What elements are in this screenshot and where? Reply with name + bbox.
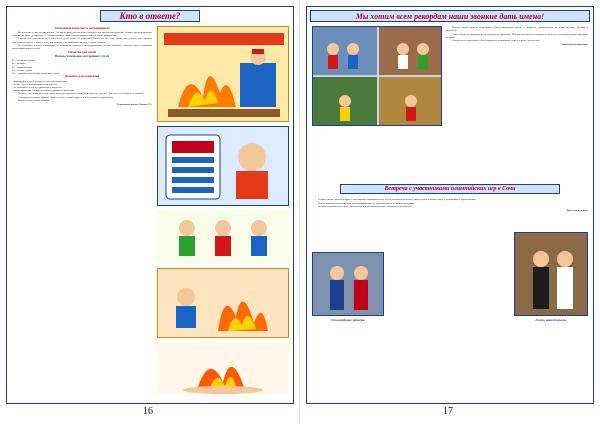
right-page xyxy=(300,0,600,424)
hands-fire-illustration xyxy=(157,342,289,394)
article1-signature: Заместитель директора xyxy=(561,42,588,46)
article1-text xyxy=(446,26,588,126)
olympians-photo xyxy=(312,252,384,316)
guests-caption: Гости нашей школы xyxy=(535,318,567,322)
phone-item: 112 – единый номер вызова экстренных служб xyxy=(12,71,60,75)
olympians-caption: Олимпийские призёры xyxy=(331,318,365,322)
article2-signature: Пресс-центр школы xyxy=(566,208,588,212)
fire-danger-illustration xyxy=(158,269,289,338)
phone-item: 02 – полиция xyxy=(12,62,26,66)
parents-item: – будьте примером соблюдения правил дорожного движения. xyxy=(12,88,75,92)
sports-collage-image xyxy=(313,27,442,126)
article1-paragraph: Самые активные участники были награждены грамотами. Победители показали отличные результаты и установили новые школьные рекорды. xyxy=(446,32,588,39)
emergency-phones-poster xyxy=(157,126,289,206)
left-column-text xyxy=(12,26,152,396)
phone-item: 03 – скорая помощь xyxy=(12,65,33,69)
body-paragraph: Впереди три летних месяца отдыха. Это время, когда дети меньше находятся под присмотром взрослых, больше времени проводят на улице, во дворе, у водоёмов. С началом каникул значительно возрастает риск детского травматизма. xyxy=(12,30,152,37)
page-number-left: 16 xyxy=(143,406,153,417)
parents-title: Памятка для родителей xyxy=(64,74,100,79)
left-signature: Социальный педагог Лукина С.А. xyxy=(117,102,152,106)
kids-illustration xyxy=(157,210,289,264)
parents-item: – не оставляйте детей без присмотра у водоёмов; xyxy=(12,85,63,89)
article1-paragraph: Неделю спорта провела наша школа. Ребята принимали участие в эстафетах, соревнованиях по лёгкой атлетике, футболу и волейболу. xyxy=(446,26,588,33)
phone-item: 04 – газовая служба xyxy=(12,68,33,72)
body-paragraph: Не оставляйте детей без присмотра, не разрешайте купаться в необорудованных местах, объясните опасность игр со спичками, электроприборами и огнём. xyxy=(12,44,152,51)
phones-title: Памятка для детей xyxy=(68,49,96,54)
guests-photo xyxy=(514,232,588,316)
left-page-title: Кто в ответе? xyxy=(100,10,200,22)
parents-item: – знайте, где и с кем находится ваш ребёнок; xyxy=(12,82,58,86)
article1-paragraph: Спасибо всем участникам и болельщикам за спортивный азарт и хорошее настроение! xyxy=(452,39,541,43)
fire-safety-illustration xyxy=(158,27,289,122)
hands-fire-drawing xyxy=(157,342,289,394)
phone-list xyxy=(12,59,152,74)
kids-drawing xyxy=(157,210,289,264)
article2-paragraph: В нашей школе прошла встреча с участниками олимпийских игр. Гости рассказали ребятам о своём пути в большой спорт, о тренировках и соревнованиях. xyxy=(318,198,477,201)
fire-danger-poster xyxy=(157,268,289,338)
sports-photo-collage xyxy=(312,26,442,126)
olympians-photo-image xyxy=(313,253,384,316)
phone-poster-illustration xyxy=(158,127,289,206)
page-number-right: 17 xyxy=(443,406,453,417)
parents-item: – формируйте у детей навыки безопасного поведения; xyxy=(12,79,68,83)
intro-greeting: Уважаемые взрослые и обучающиеся! xyxy=(54,26,110,30)
body-paragraph: Главная ответственность за безопасность детей лежит на родителях. Позаботьтесь о том, чтобы ваш ребёнок знал правила поведения на дороге, у воды, в лесу, при контакте с незнакомыми людьми, в случае пожара. xyxy=(12,37,152,44)
guests-photo-image xyxy=(515,233,588,316)
phone-item: 01 – пожарная служба xyxy=(12,59,35,63)
body-paragraph: Соблюдая несложные правила, можно сделать летний отдых детей безопасным и радостным. xyxy=(18,95,114,99)
body-paragraph: Помните, что летом дети чаще всего получают травмы на улице, при падении с высоты, при езде на велосипеде и самокате. xyxy=(18,91,145,95)
parents-list xyxy=(12,80,152,92)
olympic-meeting-banner: Встреча с участниками олимпийских игр в Сочи xyxy=(340,184,560,194)
body-paragraph: Берегите себя и своих близких! xyxy=(18,99,50,103)
fire-safety-poster xyxy=(157,26,289,122)
right-page-title: Мы хотим всем рекордам наши звонкие дать имена! xyxy=(310,10,590,22)
article2-paragraph: Встреча оставила у всех яркие впечатления и вдохновила на новые спортивные достижения. xyxy=(318,205,413,209)
phones-subtitle: Номера телефонов экстренных служб xyxy=(54,54,110,59)
article2-paragraph: Ребята задавали много вопросов, фотографировались со спортсменами и получили автографы. xyxy=(318,201,415,205)
